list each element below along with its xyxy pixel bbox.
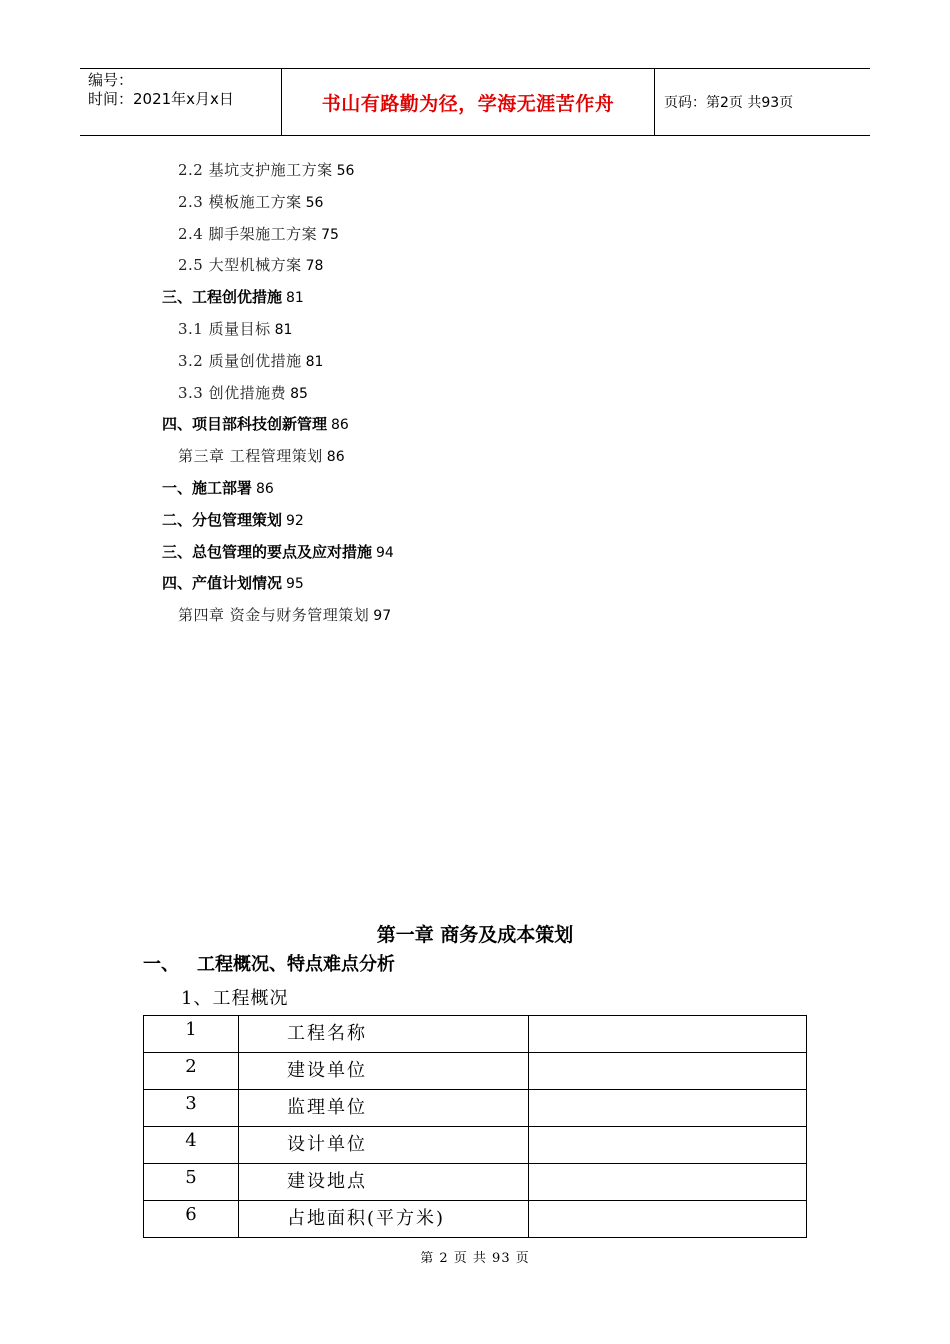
section-title xyxy=(143,950,395,976)
section-title-text: 工程概况、特点难点分析 xyxy=(197,954,395,975)
header-page-info: 页码：第2页 共93页 xyxy=(664,95,794,111)
toc-entry-label: 2.3 模板施工方案 xyxy=(178,192,302,211)
toc-entry-page: 86 xyxy=(326,449,345,466)
header-date-label: 时间：2021年x月x日 xyxy=(88,90,234,108)
subsection-title: 1、工程概况 xyxy=(181,988,289,1009)
table-cell-number: 3 xyxy=(144,1090,239,1127)
toc-entry-label: 3.3 创优措施费 xyxy=(178,383,287,402)
table-row xyxy=(144,1090,807,1127)
table-row xyxy=(144,1053,807,1090)
table-cell-number: 5 xyxy=(144,1164,239,1201)
toc-entry-page: 92 xyxy=(286,512,304,529)
table-cell-item: 建设地点 xyxy=(239,1164,529,1201)
toc-entry-page: 85 xyxy=(290,385,308,402)
toc-entry-label: 四、项目部科技创新管理 xyxy=(162,415,328,434)
page-footer: 第 2 页 共 93 页 xyxy=(420,1251,530,1266)
toc-entry-label: 四、产值计划情况 xyxy=(162,574,283,593)
toc-entry-page: 86 xyxy=(331,417,349,434)
table-cell-item: 设计单位 xyxy=(239,1127,529,1164)
table-row xyxy=(144,1164,807,1201)
table-cell-number: 4 xyxy=(144,1127,239,1164)
toc-entry-page: 56 xyxy=(305,194,324,211)
table-cell-item: 占地面积(平方米) xyxy=(239,1201,529,1238)
toc-entry-label: 二、分包管理策划 xyxy=(162,510,283,529)
table-cell-item: 建设单位 xyxy=(239,1053,529,1090)
toc-entry-label: 2.5 大型机械方案 xyxy=(178,256,302,275)
toc-entry-label: 三、工程创优措施 xyxy=(162,288,283,307)
table-cell-value[interactable] xyxy=(529,1164,807,1201)
toc-entry-label: 3.2 质量创优措施 xyxy=(178,351,302,370)
toc-entry-label: 2.2 基坑支护施工方案 xyxy=(178,161,333,179)
toc-entry-page: 81 xyxy=(305,353,324,370)
header-left-block xyxy=(88,71,234,109)
chapter-title: 第一章 商务及成本策划 xyxy=(376,924,574,946)
table-cell-number: 1 xyxy=(144,1016,239,1053)
toc-entry-page: 75 xyxy=(321,226,339,243)
toc-entry-page: 81 xyxy=(286,290,304,307)
table-cell-item: 工程名称 xyxy=(239,1016,529,1053)
toc-entry-page: 56 xyxy=(336,163,355,179)
toc-entry-label: 3.1 质量目标 xyxy=(178,320,271,338)
table-row xyxy=(144,1201,807,1238)
table-cell-number: 2 xyxy=(144,1053,239,1090)
project-overview-table xyxy=(143,1015,807,1238)
header-motto: 书山有路勤为径，学海无涯苦作舟 xyxy=(321,93,615,115)
toc-entry-page: 94 xyxy=(376,544,394,561)
section-number: 一、 xyxy=(143,954,179,975)
table-row xyxy=(144,1016,807,1053)
toc-entry-page: 81 xyxy=(274,322,293,338)
table-row xyxy=(144,1127,807,1164)
table-cell-value[interactable] xyxy=(529,1127,807,1164)
toc-entry-label: 2.4 脚手架施工方案 xyxy=(178,224,318,243)
toc-entry-label: 第四章 资金与财务管理策划 xyxy=(178,606,370,625)
toc-entry-label: 一、施工部署 xyxy=(162,479,253,497)
table-cell-value[interactable] xyxy=(529,1201,807,1238)
table-cell-value[interactable] xyxy=(529,1016,807,1053)
toc-entry-page: 86 xyxy=(256,481,274,497)
table-cell-value[interactable] xyxy=(529,1053,807,1090)
toc-entry-page: 78 xyxy=(305,258,324,275)
toc-entry-page: 95 xyxy=(286,576,304,593)
table-cell-number: 6 xyxy=(144,1201,239,1238)
header-number-label: 编号： xyxy=(88,71,134,89)
toc-entry-label: 第三章 工程管理策划 xyxy=(178,447,323,466)
toc-entry-label: 三、总包管理的要点及应对措施 xyxy=(162,542,373,561)
header-divider-right xyxy=(654,69,655,135)
header-bottom-rule xyxy=(80,135,870,136)
toc-entry-page: 97 xyxy=(373,608,392,625)
table-cell-value[interactable] xyxy=(529,1090,807,1127)
table-cell-item: 监理单位 xyxy=(239,1090,529,1127)
header-top-rule xyxy=(80,68,870,69)
